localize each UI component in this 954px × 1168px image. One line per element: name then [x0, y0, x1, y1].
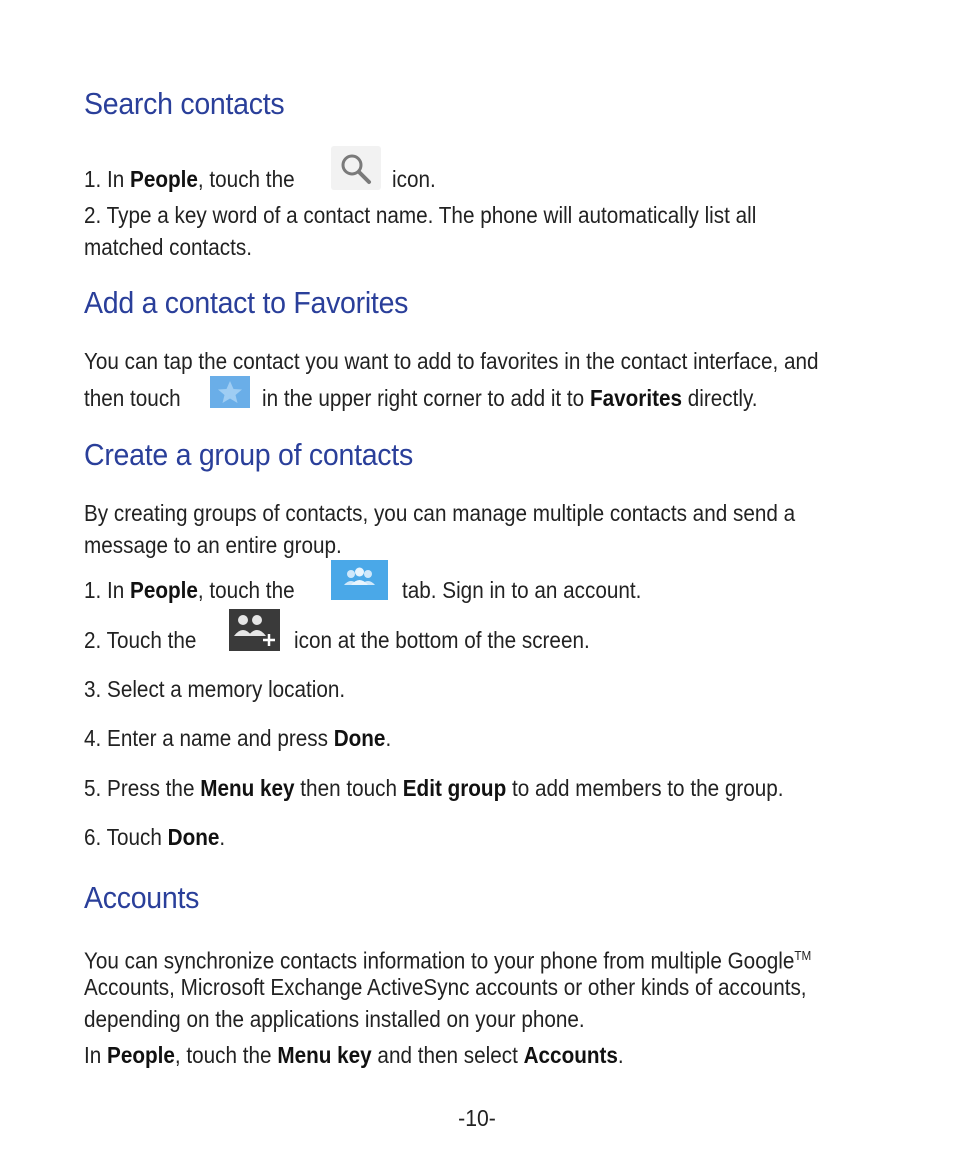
search-step-1: 1. In People, touch the [84, 166, 295, 192]
search-step-2-line-1: 2. Type a key word of a contact name. The phone will automatically list all [84, 202, 757, 228]
group-step-4: 4. Enter a name and press Done. [84, 725, 392, 751]
group-step-2-a: 2. Touch the [84, 627, 197, 653]
heading-create-group: Create a group of contacts [84, 437, 413, 472]
done-label: Done [333, 725, 386, 751]
favorites-label: Favorites [589, 385, 682, 411]
group-step-5: 5. Press the Menu key then touch Edit group to add members to the group. [84, 775, 784, 801]
add-group-icon [229, 609, 280, 651]
menu-key-label: Menu key [277, 1042, 372, 1068]
groups-tab-icon [331, 560, 388, 600]
search-step-1-suffix: icon. [392, 166, 436, 192]
menu-key-label: Menu key [200, 775, 295, 801]
star-icon [210, 376, 250, 408]
group-intro-line-1: By creating groups of contacts, you can manage multiple contacts and send a [84, 500, 796, 526]
favorites-line-1: You can tap the contact you want to add to favorites in the contact interface, and [84, 348, 819, 374]
group-step-2-suffix: icon at the bottom of the screen. [294, 627, 590, 653]
group-step-3: 3. Select a memory location. [84, 676, 346, 702]
favorites-line-2-a: then touch [84, 385, 181, 411]
search-icon [331, 146, 381, 190]
group-intro-line-2: message to an entire group. [84, 532, 342, 558]
people-label: People [130, 166, 198, 192]
heading-accounts: Accounts [84, 880, 200, 915]
trademark-mark: TM [794, 948, 812, 963]
page-number: -10- [458, 1105, 496, 1131]
group-step-1-suffix: tab. Sign in to an account. [402, 577, 642, 603]
heading-search-contacts: Search contacts [84, 86, 285, 121]
done-label: Done [167, 824, 220, 850]
group-step-6: 6. Touch Done. [84, 824, 226, 850]
accounts-line-4: In People, touch the Menu key and then select Accounts. [84, 1042, 624, 1068]
search-step-2-line-2: matched contacts. [84, 234, 252, 260]
favorites-line-2-b: in the upper right corner to add it to Favorites directly. [262, 385, 758, 411]
accounts-line-3: depending on the applications installed on your phone. [84, 1006, 585, 1032]
accounts-label: Accounts [523, 1042, 618, 1068]
people-label: People [107, 1042, 175, 1068]
group-step-1: 1. In People, touch the [84, 577, 295, 603]
accounts-line-1: You can synchronize contacts information to your phone from multiple Google™ [84, 947, 812, 974]
people-label: People [130, 577, 198, 603]
edit-group-label: Edit group [402, 775, 507, 801]
heading-add-favorites: Add a contact to Favorites [84, 285, 409, 320]
accounts-line-2: Accounts, Microsoft Exchange ActiveSync accounts or other kinds of accounts, [84, 974, 807, 1000]
